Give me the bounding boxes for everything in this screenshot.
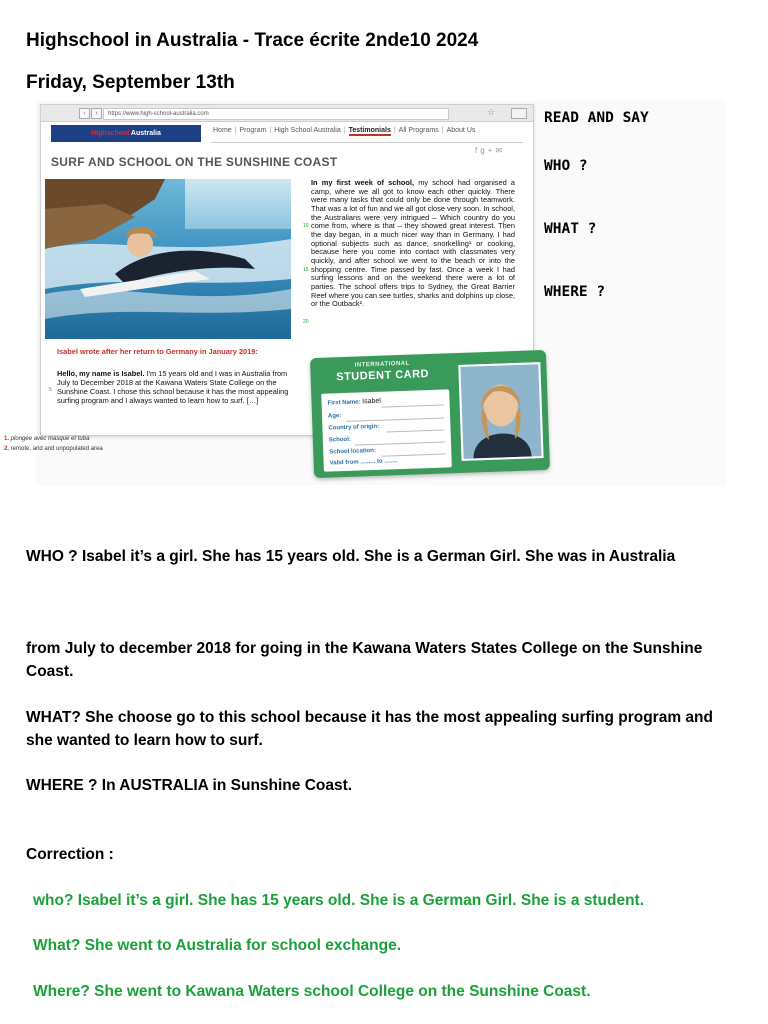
page-title: Highschool in Australia - Trace écrite 2nde10 2024 <box>26 30 479 51</box>
nav-home: Home <box>213 127 232 134</box>
answer-who-line1: WHO ? Isabel it’s a girl. She has 15 years old. She is a German Girl. She was in Australia <box>26 548 676 565</box>
line-number: 15 <box>303 267 309 273</box>
line-number: 10 <box>303 223 309 229</box>
site-nav: Home | Program | High School Australia | Testimonials | All Programs | About Us <box>213 127 476 134</box>
wrote-after-heading: Isabel wrote after her return to Germany in January 2019: <box>57 347 258 356</box>
answer-what: WHAT? She choose go to this school because it has the most appealing surfing program and she wanted to learn how to surf. <box>26 709 713 749</box>
line-number: 20 <box>303 319 309 325</box>
answer-where: WHERE ? In AUSTRALIA in Sunshine Coast. <box>26 777 353 794</box>
mail-icon: ✉ <box>495 146 506 155</box>
forward-icon: › <box>91 108 102 119</box>
browser-toolbar <box>41 105 533 122</box>
answer-who-line2: from July to december 2018 for going in the Kawana Waters States College on the Sunshine Coast. <box>26 640 703 680</box>
page-date: Friday, September 13th <box>26 72 235 93</box>
nav-divider <box>211 142 523 143</box>
card-school: School: <box>328 436 351 444</box>
student-photo-icon <box>460 364 541 459</box>
correction-what: What? She went to Australia for school exchange. <box>33 937 402 954</box>
card-valid: Valid from ......... to ........ <box>329 458 398 467</box>
site-logo <box>51 125 201 142</box>
card-location: School location: <box>329 447 377 456</box>
student-photo <box>458 362 543 461</box>
browser-url: https://www.high-school-australia.com <box>103 108 449 120</box>
card-first-name: First Name: Isabel <box>327 397 382 407</box>
correction-where: Where? She went to Kawana Waters school College on the Sunshine Coast. <box>33 983 591 1000</box>
social-icons <box>475 146 505 155</box>
nav-about-us: About Us <box>446 127 476 134</box>
google-plus-icon: g+ <box>480 146 496 155</box>
surfer-girl-photo <box>45 179 291 339</box>
who-prompt: WHO ? <box>544 158 588 174</box>
read-and-say-title: READ AND SAY <box>544 110 649 126</box>
surf-photo-icon <box>45 179 291 339</box>
star-icon: ☆ <box>487 107 496 117</box>
card-form <box>321 389 452 471</box>
nav-high-school-australia: High School Australia <box>274 127 341 134</box>
correction-label: Correction : <box>26 846 114 863</box>
what-prompt: WHAT ? <box>544 221 597 237</box>
article-headline: SURF AND SCHOOL ON THE SUNSHINE COAST <box>51 155 338 169</box>
footnote-1: 1. plongée avec masque et tuba <box>4 436 90 442</box>
nav-all-programs: All Programs <box>398 127 439 134</box>
card-title: STUDENT CARD <box>336 368 430 384</box>
correction-who: who? Isabel it’s a girl. She has 15 years old. She is a German Girl. She is a student. <box>33 892 645 909</box>
card-subtitle: INTERNATIONAL <box>354 360 410 369</box>
intro-text: Hello, my name is Isabel. I'm 15 years old and I was in Australia from July to December 2018 at the Kawana Waters State College on the Sunshine Coast. I chose this school because it has the most appealing surfing program and I always wanted to learn how to surf. […] <box>57 369 289 405</box>
where-prompt: WHERE ? <box>544 284 606 300</box>
facebook-icon: f <box>475 146 481 155</box>
nav-program: Program <box>239 127 267 134</box>
footnote-2: 2. remote, arid and unpopulated area <box>4 446 103 452</box>
student-card <box>310 350 550 478</box>
window-icon <box>511 108 527 119</box>
site-logo-text: Highschool Australia <box>91 130 161 137</box>
card-country: Country of origin: <box>328 423 380 432</box>
card-age: Age: <box>327 413 342 420</box>
back-icon: ‹ <box>79 108 90 119</box>
article-text: In my first week of school, my school had organised a camp, where we all got to know each other quickly. There were many tasks that could only be done through teamwork. That was a lot of fun and we all got close very soon. In school, the Australians were very intrigued – Which country do you come from, where is that – they showed great interest. Then the day began, in a much nicer way than in Germany. I had optional subjects such as dance, snorkelling¹ or cooking, because here you come into contact with classmates very quickly, and after school we went to the beach or into the shopping centre. Time passed by fast. Once a week I had surfing lessons and on the weekend there were a lot of parties. The school offers trips to Sydney, the Great Barrier Reef where you can see turtles, sharks and dolphins up close, or the Outback². <box>311 178 516 309</box>
line-number: 5 <box>49 387 52 393</box>
nav-testimonials: Testimonials <box>348 127 391 134</box>
